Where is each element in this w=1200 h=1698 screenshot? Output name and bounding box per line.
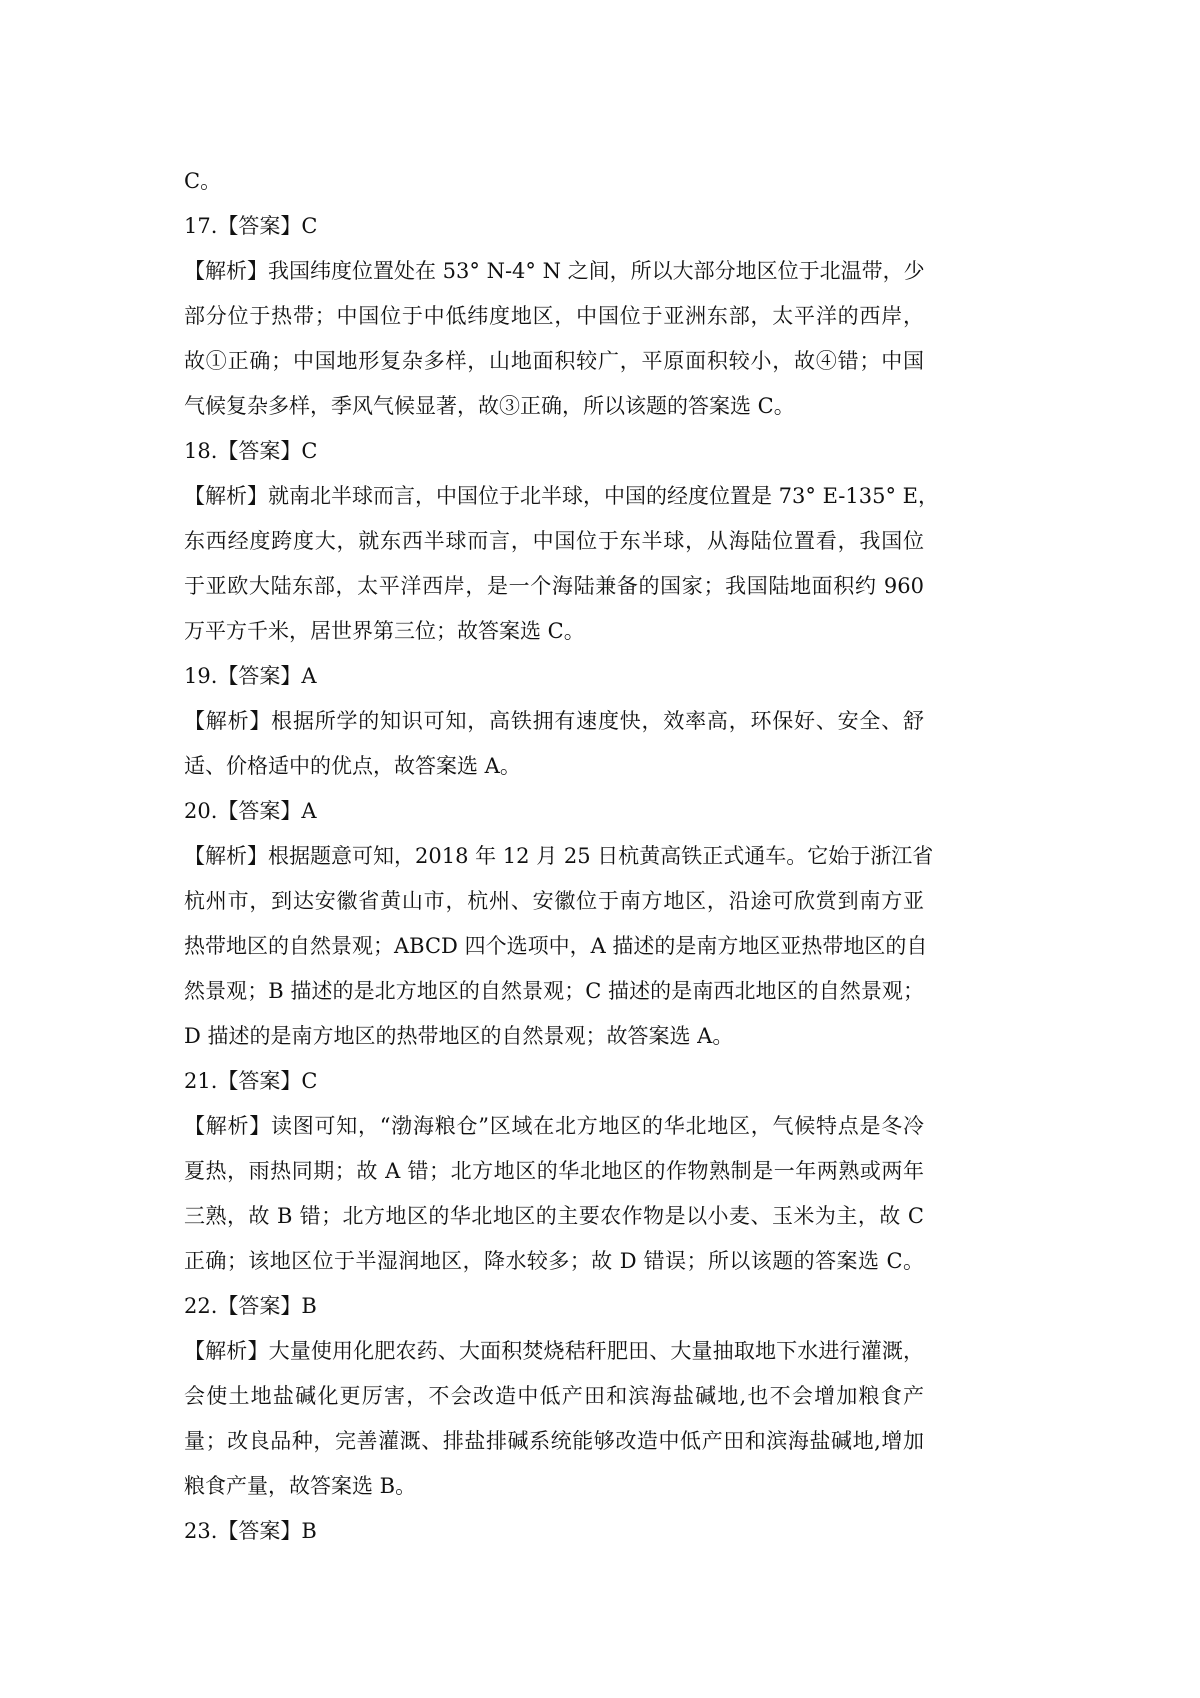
analysis-19-line-1: 【解析】根据所学的知识可知，高铁拥有速度快，效率高，环保好、安全、舒 [184, 709, 924, 733]
analysis-17-line-3: 故①正确；中国地形复杂多样，山地面积较广，平原面积较小，故④错；中国 [184, 349, 924, 373]
analysis-17-line-2: 部分位于热带；中国位于中低纬度地区，中国位于亚洲东部，太平洋的西岸， [184, 304, 924, 328]
analysis-19-line-2: 适、价格适中的优点，故答案选 A。 [184, 754, 521, 778]
analysis-20-line-4: 然景观；B 描述的是北方地区的自然景观；C 描述的是南西北地区的自然景观； [184, 979, 924, 1003]
analysis-18-line-2: 东西经度跨度大，就东西半球而言，中国位于东半球，从海陆位置看，我国位 [184, 529, 924, 553]
analysis-21-line-3: 三熟，故 B 错；北方地区的华北地区的主要农作物是以小麦、玉米为主，故 C [184, 1204, 924, 1228]
answer-22: 22.【答案】B [184, 1294, 317, 1318]
analysis-17-line-1: 【解析】我国纬度位置处在 53° N-4° N 之间，所以大部分地区位于北温带，少 [184, 259, 925, 283]
analysis-21-line-2: 夏热，雨热同期；故 A 错；北方地区的华北地区的作物熟制是一年两熟或两年 [184, 1159, 924, 1183]
analysis-20-line-3: 热带地区的自然景观；ABCD 四个选项中，A 描述的是南方地区亚热带地区的自 [184, 934, 928, 958]
answer-18: 18.【答案】C [184, 439, 318, 463]
analysis-20-line-1: 【解析】根据题意可知，2018 年 12 月 25 日杭黄高铁正式通车。它始于浙江省 [184, 844, 934, 868]
analysis-20-line-5: D 描述的是南方地区的热带地区的自然景观；故答案选 A。 [184, 1024, 734, 1048]
analysis-22-line-2: 会使土地盐碱化更厉害，不会改造中低产田和滨海盐碱地,也不会增加粮食产 [184, 1384, 924, 1408]
answer-21: 21.【答案】C [184, 1069, 318, 1093]
analysis-22-line-3: 量；改良品种，完善灌溉、排盐排碱系统能够改造中低产田和滨海盐碱地,增加 [184, 1429, 924, 1453]
analysis-20-line-2: 杭州市，到达安徽省黄山市，杭州、安徽位于南方地区，沿途可欣赏到南方亚 [184, 889, 924, 913]
answer-19: 19.【答案】A [184, 664, 317, 688]
analysis-18-line-3: 于亚欧大陆东部，太平洋西岸，是一个海陆兼备的国家；我国陆地面积约 960 [184, 574, 924, 598]
intro-line: C。 [184, 169, 222, 193]
analysis-18-line-1: 【解析】就南北半球而言，中国位于北半球，中国的经度位置是 73° E-135° E， [184, 484, 939, 508]
answer-20: 20.【答案】A [184, 799, 317, 823]
answer-key-content [184, 159, 939, 1554]
analysis-17-line-4: 气候复杂多样，季风气候显著，故③正确，所以该题的答案选 C。 [184, 394, 795, 418]
analysis-21-line-4: 正确；该地区位于半湿润地区，降水较多；故 D 错误；所以该题的答案选 C。 [184, 1249, 924, 1273]
analysis-22-line-4: 粮食产量，故答案选 B。 [184, 1474, 417, 1498]
answer-17: 17.【答案】C [184, 214, 318, 238]
answer-23: 23.【答案】B [184, 1519, 317, 1543]
analysis-18-line-4: 万平方千米，居世界第三位；故答案选 C。 [184, 619, 585, 643]
analysis-21-line-1: 【解析】读图可知，“渤海粮仓”区域在北方地区的华北地区，气候特点是冬冷 [184, 1114, 924, 1138]
analysis-22-line-1: 【解析】大量使用化肥农药、大面积焚烧秸秆肥田、大量抽取地下水进行灌溉， [184, 1339, 924, 1363]
